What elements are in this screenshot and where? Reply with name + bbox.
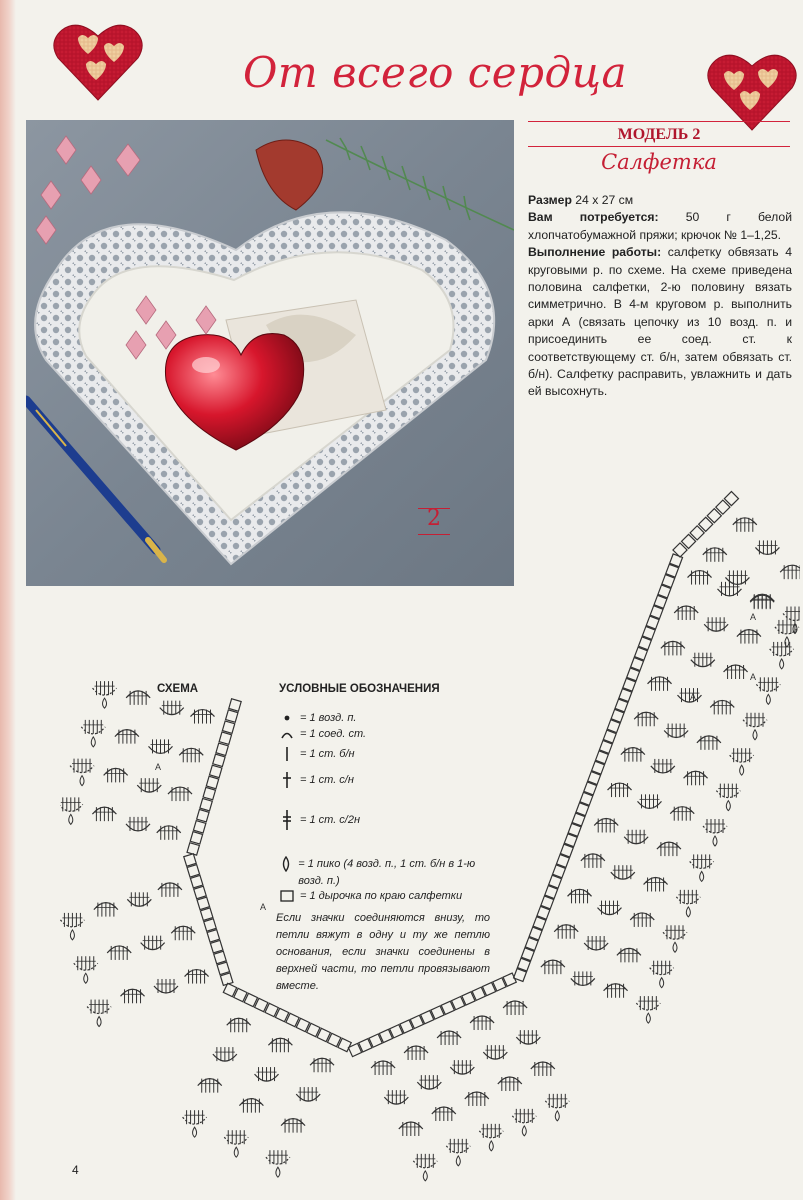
materials-value: 50 г белой хлопчатобумажной пряжи; крючок № 1–1,25. [528, 210, 793, 242]
model-label: МОДЕЛЬ 2 [617, 126, 701, 143]
schema-label: СХЕМА [157, 683, 199, 695]
cross-stitch-heart-icon [706, 48, 798, 132]
cross-stitch-heart-icon [52, 18, 144, 102]
legend-title: УСЛОВНЫЕ ОБОЗНАЧЕНИЯ [279, 683, 440, 695]
materials-label: Вам потребуется: [528, 210, 659, 225]
page-spine [0, 0, 16, 1200]
size-value: 24 х 27 см [575, 193, 634, 207]
figure-number: 2 [427, 506, 441, 531]
crochet-schema-diagram [60, 470, 800, 1185]
size-label: Размер [528, 193, 572, 207]
legend-item-text: = 1 ст. с/2н [300, 814, 361, 826]
work-label: Выполнение работы: [528, 245, 662, 260]
legend-item-text: = 1 пико (4 возд. п., 1 ст. б/н в 1-ю возд. п.) [298, 858, 476, 887]
legend-item-text: = 1 дырочка по краю салфетки [300, 890, 463, 902]
page-number: 4 [72, 1163, 79, 1177]
legend-note: Если значки соединяются внизу, то петли вяжут в одну и ту же петлю основания, если значки соединены в верхней части, то петли провязывают вместе. [276, 912, 490, 992]
legend-item-text: = 1 соед. ст. [300, 728, 367, 740]
page-title: От всего сердца [242, 48, 628, 97]
model-name: Салфетка [601, 150, 717, 174]
svg-text:A: A [750, 672, 757, 682]
svg-text:A: A [260, 902, 267, 912]
svg-text:A: A [155, 762, 162, 772]
legend-item-text: = 1 возд. п. [300, 712, 357, 724]
svg-text:A: A [750, 612, 757, 622]
legend-item-text: = 1 ст. с/н [300, 774, 354, 786]
legend-item-text: = 1 ст. б/н [300, 748, 355, 760]
divider [528, 121, 790, 122]
svg-text:A: A [690, 692, 697, 702]
instructions-text [528, 192, 792, 401]
divider [528, 146, 790, 147]
work-value: салфетку обвязать 4 круговыми р. по схеме. На схеме приведена половина салфетки, 2-ю половину вязать симметрично. В 4-м круговом р. выполнить арки А (связать цепочку из 10 возд. п. и присоединить ее соед. ст. к соответствующему ст. б/н, затем обвязать ст. б/н). Салфетку расправить, увлажнить и дать ей высохнуть. [528, 245, 792, 399]
